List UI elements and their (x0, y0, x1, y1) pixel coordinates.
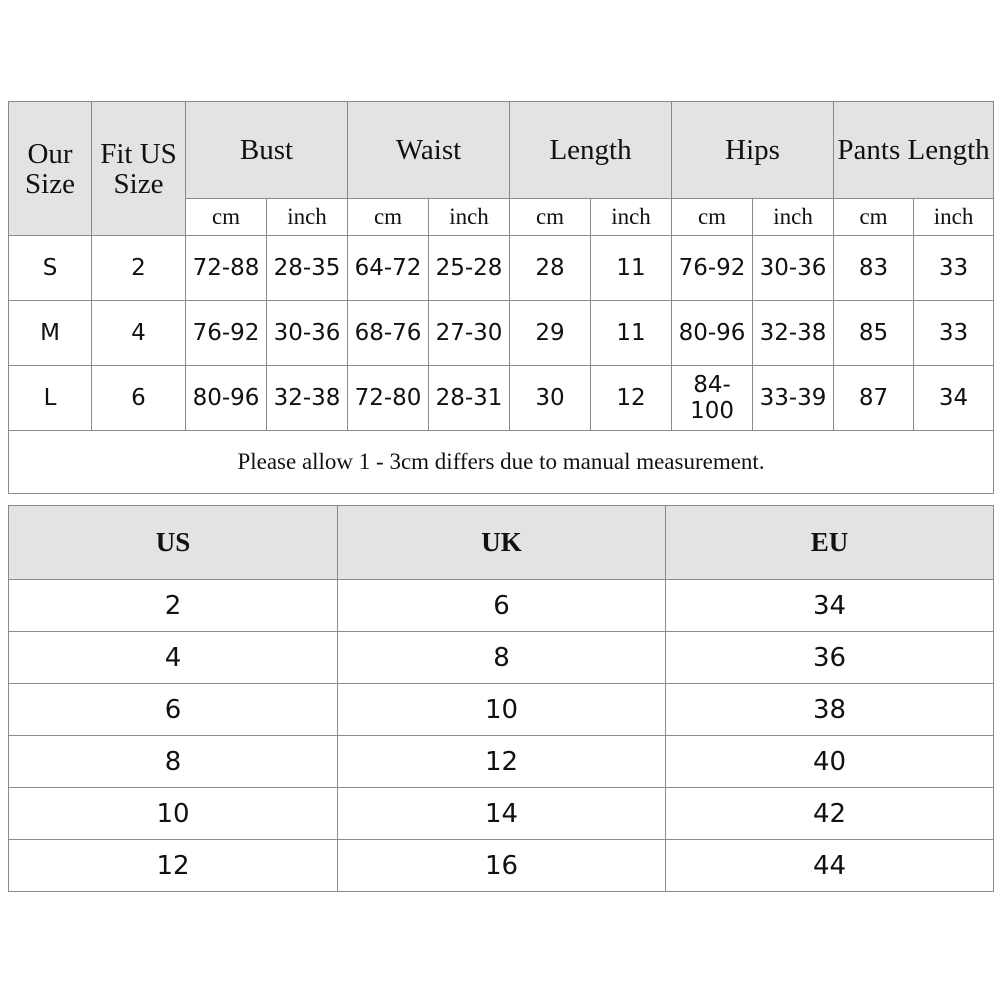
cell-eu: 38 (666, 684, 994, 736)
header-hips: Hips (672, 102, 834, 199)
cell-us: 10 (9, 788, 338, 840)
table-row (9, 580, 994, 632)
cell-us: 12 (9, 840, 338, 892)
cell-uk: 14 (338, 788, 666, 840)
header-pants-length: Pants Length (834, 102, 994, 199)
cell-hips-inch: 30-36 (753, 236, 834, 301)
cell-us: 4 (9, 632, 338, 684)
header-eu: EU (666, 506, 994, 580)
table-row (9, 788, 994, 840)
unit-cm: cm (672, 199, 753, 236)
table-row (9, 684, 994, 736)
cell-waist-inch: 25-28 (429, 236, 510, 301)
unit-inch: inch (914, 199, 994, 236)
table-row (9, 236, 994, 301)
cell-eu: 42 (666, 788, 994, 840)
cell-length-inch: 11 (591, 236, 672, 301)
cell-eu: 40 (666, 736, 994, 788)
unit-inch: inch (753, 199, 834, 236)
table-row (9, 632, 994, 684)
cell-us: 2 (9, 580, 338, 632)
cell-bust-inch: 30-36 (267, 301, 348, 366)
cell-us: 6 (92, 366, 186, 431)
cell-uk: 16 (338, 840, 666, 892)
cell-hips-cm: 80-96 (672, 301, 753, 366)
unit-inch: inch (267, 199, 348, 236)
cell-waist-inch: 28-31 (429, 366, 510, 431)
header-us: US (9, 506, 338, 580)
cell-pants-cm: 83 (834, 236, 914, 301)
header-bust: Bust (186, 102, 348, 199)
unit-inch: inch (429, 199, 510, 236)
size-chart-table (8, 101, 994, 494)
cell-bust-inch: 32-38 (267, 366, 348, 431)
measurement-note: Please allow 1 - 3cm differs due to manual measurement. (9, 431, 994, 494)
cell-size: L (9, 366, 92, 431)
cell-pants-cm: 87 (834, 366, 914, 431)
unit-cm: cm (348, 199, 429, 236)
cell-bust-cm: 76-92 (186, 301, 267, 366)
size-conversion-table (8, 505, 994, 892)
cell-uk: 10 (338, 684, 666, 736)
unit-cm: cm (186, 199, 267, 236)
unit-cm: cm (510, 199, 591, 236)
cell-hips-inch: 33-39 (753, 366, 834, 431)
cell-pants-inch: 33 (914, 236, 994, 301)
cell-us: 4 (92, 301, 186, 366)
header-uk: UK (338, 506, 666, 580)
table-row (9, 736, 994, 788)
cell-us: 8 (9, 736, 338, 788)
header-length: Length (510, 102, 672, 199)
cell-hips-cm: 84-100 (672, 366, 753, 431)
cell-eu: 36 (666, 632, 994, 684)
cell-eu: 44 (666, 840, 994, 892)
table-row (9, 301, 994, 366)
cell-waist-cm: 68-76 (348, 301, 429, 366)
cell-size: S (9, 236, 92, 301)
cell-uk: 6 (338, 580, 666, 632)
cell-length-inch: 12 (591, 366, 672, 431)
table-row (9, 840, 994, 892)
cell-bust-cm: 72-88 (186, 236, 267, 301)
cell-waist-cm: 64-72 (348, 236, 429, 301)
unit-inch: inch (591, 199, 672, 236)
table-row (9, 366, 994, 431)
cell-pants-inch: 33 (914, 301, 994, 366)
cell-bust-cm: 80-96 (186, 366, 267, 431)
cell-waist-cm: 72-80 (348, 366, 429, 431)
header-waist: Waist (348, 102, 510, 199)
cell-us: 6 (9, 684, 338, 736)
header-our-size: Our Size (9, 102, 92, 236)
header-fit-us-size: Fit US Size (92, 102, 186, 236)
cell-uk: 8 (338, 632, 666, 684)
cell-waist-inch: 27-30 (429, 301, 510, 366)
cell-hips-cm: 76-92 (672, 236, 753, 301)
cell-us: 2 (92, 236, 186, 301)
cell-size: M (9, 301, 92, 366)
cell-hips-inch: 32-38 (753, 301, 834, 366)
unit-cm: cm (834, 199, 914, 236)
cell-uk: 12 (338, 736, 666, 788)
cell-bust-inch: 28-35 (267, 236, 348, 301)
cell-length-cm: 28 (510, 236, 591, 301)
cell-length-inch: 11 (591, 301, 672, 366)
cell-pants-cm: 85 (834, 301, 914, 366)
cell-length-cm: 30 (510, 366, 591, 431)
cell-pants-inch: 34 (914, 366, 994, 431)
cell-eu: 34 (666, 580, 994, 632)
cell-length-cm: 29 (510, 301, 591, 366)
